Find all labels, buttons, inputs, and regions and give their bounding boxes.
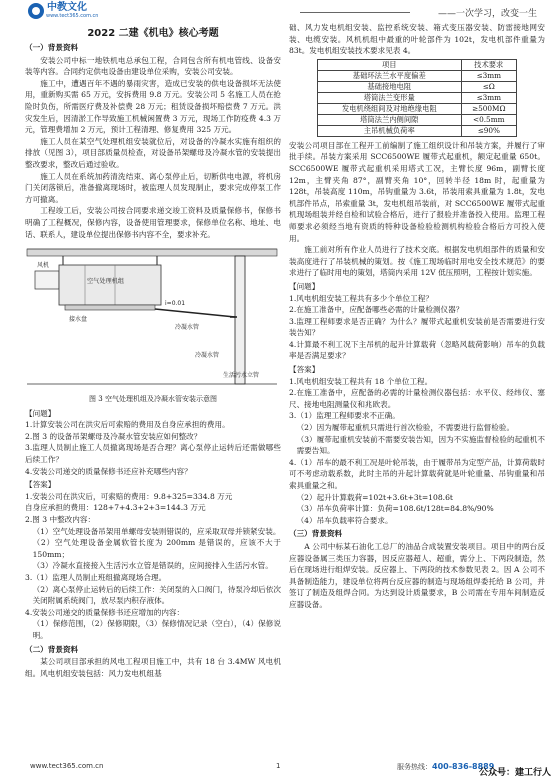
tech-requirements-table: [317, 59, 517, 137]
question-item: 1.计算安装公司在洪灾后可索赔的费用及自身应承担的费用。: [25, 420, 230, 430]
answer-subitem: （2）起升计算载荷=102t+3.6t+3t=108.6t: [296, 492, 453, 502]
logo-icon: [28, 3, 44, 19]
figure-caption: 图 3 空气处理机组及冷凝水管安装示意图: [89, 395, 217, 404]
table-row: [318, 103, 517, 114]
logo-url: www.tect365.com.cn: [46, 13, 99, 19]
figure-3-diagram: [25, 243, 281, 393]
answer-subitem: （4）吊车负载率符合要求。: [296, 515, 393, 525]
questions-heading: 【问题】: [25, 408, 56, 418]
table-row: [318, 70, 517, 81]
table-header-cell: 技术要求: [461, 59, 516, 70]
label-slope: i=0.01: [165, 300, 186, 308]
section-heading-1: （一）背景资料: [25, 43, 79, 52]
question-item: 1.风电机组安装工程共有多少个单位工程？: [289, 293, 433, 303]
table-header-row: [318, 59, 517, 70]
table-cell: 塔筒法兰变形量: [318, 92, 462, 103]
answer-item: 3.（1）监理人员制止班组撤离现场合理。: [25, 573, 167, 582]
background-paragraph: 施工前对所有作业人员进行了技术交底。根据发电机组部件的质量和安装高度进行了吊装机械的策划。按《施工现场临时用电安全技术规范》的要求进行了临时用电的策划，塔筒内采用 12V 低压照明，工程按计划实施。: [289, 245, 545, 278]
questions-heading: 【问题】: [289, 281, 320, 291]
answer-subitem: （3）吊车负荷率计算：负荷=108.6t/128t=84.8%/90%: [296, 504, 494, 514]
table-header-cell: 项目: [318, 59, 462, 70]
hotline-label: 服务热线：: [397, 763, 432, 771]
table-cell: ≤90%: [461, 125, 516, 136]
background-paragraph: 某公司项目部承担的风电工程项目施工中，共有 18 台 3.4MW 风电机组。风电机组安装包括：风力发电机组基: [25, 657, 281, 678]
footer-website-link[interactable]: www.tect365.com.cn: [30, 762, 104, 770]
label-sewage-riser: 生活污水立管: [223, 372, 260, 380]
page-number: 1: [276, 762, 281, 770]
background-paragraph: 础、风力发电机组安装、监控系统安装、箱式变压器安装、防雷接地网安装、电缆安装。风机机组中最重的叶轮部件为 102t，发电机部件重量为 83t。发电机组安装技术要求见表 4。: [289, 23, 545, 56]
table-cell: 发电机绕组间及对地绝缘电阻: [318, 103, 462, 114]
background-paragraph: 施工人员在某空气处理机组安装就位后，对设备的冷凝水实施有组织的排放（见图 3），项目部质量员检查，对设备吊架螺母及冷凝水管的安装提出整改要求，整改后通过验收。: [25, 136, 281, 169]
background-paragraph: 安装公司项目部在工程开工前编制了施工组织设计和吊装方案，并履行了审批手续。吊装方案采用 SCC6500WE 履带式起重机，额定起重量 650t。SCC6500WE 履带式起重机采用塔式工况，主臂长度 96m，副臂长度 12m，主臂夹角 87°，副臂夹角 10°，回转半径 18m 时，起重量为 128t，吊装高度 110m，吊钩重量为 3.6t，吊装用索具重量为 1.8t，发电机部件吊点，吊索重量 3t，发电机组吊装前，对 SCC6500WE 履带式起重机现场组装并经自检和试验合格后，进行了报验并准备投入使用。监理工程师要求必须经当地有资质的特种设备检验检测机构检验合格后方可投入使用。: [289, 140, 545, 243]
label-air-unit: 空气处理机组: [87, 278, 125, 286]
table-cell: 基础接地电阻: [318, 81, 462, 92]
hotline-number: 400-836-8889: [432, 762, 495, 771]
label-drain-pan: 接水盘: [69, 316, 88, 324]
answer-subitem: （2）空气处理设备金属软管长度为 200mm 是错误的，应该不大于 150mm；: [32, 538, 281, 559]
table-row: [318, 81, 517, 92]
table-cell: ≤Ω: [461, 81, 516, 92]
table-cell: <0.5mm: [461, 114, 516, 125]
answers-heading: 【答案】: [25, 480, 56, 490]
air-handling-unit-diagram: [25, 243, 281, 393]
brand-logo[interactable]: [28, 3, 98, 19]
table-row: [318, 125, 517, 136]
background-paragraph: A 公司中标某石油化工总厂的油品合成装置安装项目。项目中的两台反应器设备属三类压力容器，因反应器超人、超重，需分上、下两段制造，然后在现场进行组焊安装。反应器上、下两段的技术参数见表 2。因 A 公司不具备制造能力，建设单位将两台反应器的制造与现场组焊委托给 B 公司，并签订了制造及组焊合同。为达到设计质量要求，B 公司需在专用车间制造反应器设备。: [289, 541, 545, 609]
answer-item: 1.风电机组安装工程共有 18 个单位工程。: [289, 376, 433, 386]
question-item: 2.图 3 的设备吊架螺母及冷凝水管安装应如何整改？: [25, 431, 202, 441]
table-cell: 塔筒法兰内侧间隙: [318, 114, 462, 125]
label-fan: 风机: [37, 262, 50, 270]
table-cell: 基础环法兰水平度偏差: [318, 70, 462, 81]
background-paragraph: 安装公司中标一地铁机电总承包工程，合同包含所有机电管线、设备安装等内容。合同约定供电设备由建设单位采购，安装公司安装。: [25, 55, 281, 77]
table-cell: ≤3mm: [461, 70, 516, 81]
section-heading-3: （三）背景资料: [289, 529, 343, 539]
question-item: 4.安装公司递交的质量保修书还应补充哪些内容？: [25, 466, 192, 476]
page-header: [0, 0, 559, 22]
answers-heading: 【答案】: [289, 365, 320, 375]
table-cell: 主吊机械负荷率: [318, 125, 462, 136]
label-condensate-pipe-2: 冷凝水管: [195, 352, 220, 360]
background-paragraph: 施工中，遭遇百年不遇的暴雨灾害，造成已安装的供电设备损坏无法使用，重新购买需 65 万元，安拆费用 9.8 万元。安装公司 5 名施工人员在抢险时负伤，所需医疗费及补偿费 28 万元；租赁设备损坏赔偿费 7 万元。洪灾发生后，因清淤工作导致施工机械闲置费 3 万元，现场工作防疫费 4.3 万元，管理费增加 2 万元，预计工程清理、修复费用 325 万元。: [25, 78, 281, 135]
answer-item: 自身应承担的费用：128+7+4.3+2+3=144.3 万元: [25, 503, 206, 513]
answer-item: 2.图 3 中整改内容：: [25, 515, 96, 525]
table-cell: ≥500MΩ: [461, 103, 516, 114]
background-paragraph: 工程竣工后，安装公司按合同要求递交竣工资料及质量保修书，保修书明确了工程概况，保修内容，设备使用管理要求，保修单位名称、地址、电话、联系人，建设单位提出保修书内容不全，要求补充。: [25, 206, 281, 239]
wechat-account: 公众号：建工行人: [478, 768, 551, 778]
table-row: [318, 92, 517, 103]
answer-item: 4.（1）吊车的最不利工况是叶轮吊装，由于履带吊为定型产品，计算荷载时可不考虑动载系数，此时主吊的升起计算载荷就是叶轮重量、吊钩重量和吊索具重量之和。: [289, 457, 545, 490]
left-column: [25, 22, 281, 679]
header-slogan: ——一次学习，改变一生: [437, 9, 537, 19]
table-row: [318, 114, 517, 125]
document-title: 2022 二建《机电》核心考题: [87, 28, 219, 39]
question-item: 3.监理人员制止施工人员撤离现场是否合理？离心泵停止运转后还需做哪些后续工作？: [25, 443, 281, 465]
background-paragraph: 施工人员在系统加药清洗结束、离心泵停止后，切断供电电源，将机房门关闭落锁后，准备撤离现场时，被监理人员发现制止，要求完成停泵工作方可撤离。: [25, 171, 281, 204]
answer-subitem: （1）空气处理设备吊架用单螺母安装则错误的，应采取双母并锁紧安装。: [32, 526, 281, 536]
answer-item: 4.安装公司递交的质量保修书还应增加的内容：: [25, 607, 185, 617]
answer-subitem: （2）因为履带起重机只需进行首次检验，不需要进行监督检验。: [296, 423, 515, 433]
answer-subitem: （3）冷凝水直接接入生活污水立管是错误的，应间接排入生活污水管。: [32, 561, 273, 571]
right-column: [289, 22, 545, 611]
answer-item: 3.（1）监理工程师要求不正确。: [289, 411, 400, 421]
question-item: 2.在施工准备中，应配备哪些必需的计量检测仪器？: [289, 305, 464, 315]
logo-text: 中教文化: [47, 2, 87, 13]
answer-subitem: （1）保修范围，（2）保修期限，（3）保修情况记录（空白），（4）保修说明。: [32, 619, 281, 640]
answer-subitem: （2）离心泵停止运转后的后续工作：关闭泵的入口阀门，待泵冷却后依次关闭附属系统阀门，放尽泵内积存液体。: [32, 584, 281, 606]
section-heading-2: （二）背景资料: [25, 644, 79, 654]
header-divider: [300, 12, 410, 13]
table-cell: ≤3mm: [461, 92, 516, 103]
answer-item: 1.安装公司在洪灾后，可索赔的费用：9.8+325=334.8 万元: [25, 491, 233, 501]
answer-subitem: （3）履带起重机安装前不需要安装告知，因为不实施监督检验的起重机不需要告知。: [296, 434, 545, 456]
question-item: 3.监理工程师要求是否正确？为什么？履带式起重机安装前是否需要进行安装告知？: [289, 316, 545, 338]
label-condensate-pipe: 冷凝水管: [175, 324, 200, 332]
answer-item: 2.在施工准备中，应配备的必需的计量检测仪器包括：水平仪、经纬仪、塞尺、接地电阻测量仪和兆欧表。: [289, 388, 545, 409]
page-footer: [0, 760, 559, 778]
question-item: 4.计算最不利工况下主吊机的起升计算载荷（忽略风载荷影响）吊车的负载率是否满足要求？: [289, 339, 545, 361]
